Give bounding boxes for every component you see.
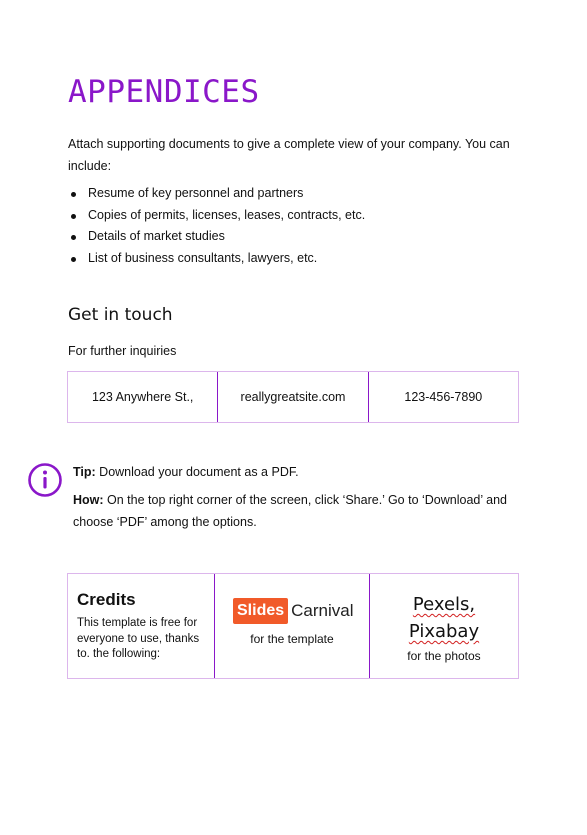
how-text: On the top right corner of the screen, click ‘Share.’ Go to ‘Download’ and choose ‘PDF’ among the options. xyxy=(73,493,508,529)
intro-text: Attach supporting documents to give a complete view of your company. You can include: xyxy=(68,137,510,173)
contact-phone: 123-456-7890 xyxy=(404,390,483,404)
contact-website[interactable]: reallygreatsite.com xyxy=(218,372,368,422)
contact-heading: Get in touch xyxy=(68,305,173,325)
contact-address: 123 Anywhere St., xyxy=(68,372,218,422)
tip-text: Download your document as a PDF. xyxy=(95,465,299,479)
contact-table xyxy=(67,371,519,423)
pexels-pixabay-link[interactable] xyxy=(370,591,518,645)
logo-slides: Slides xyxy=(233,598,288,624)
photos-caption: for the photos xyxy=(407,649,481,663)
contact-subtext: For further inquiries xyxy=(68,344,177,358)
credits-title: Credits xyxy=(77,590,136,609)
list-item: Resume of key personnel and partners xyxy=(68,183,518,205)
logo-carnival: Carnival xyxy=(291,601,354,620)
tip-line xyxy=(73,461,533,483)
pexels-cell[interactable] xyxy=(370,574,518,678)
how-line xyxy=(73,489,533,533)
slidescarnival-cell[interactable] xyxy=(215,574,370,678)
list-item: List of business consultants, lawyers, etc. xyxy=(68,248,518,270)
slidescarnival-logo[interactable] xyxy=(233,598,354,624)
list-item: Details of market studies xyxy=(68,226,518,248)
how-label: How: xyxy=(73,493,104,507)
credits-table xyxy=(67,573,519,679)
tip-label: Tip: xyxy=(73,465,96,479)
list-item: Copies of permits, licenses, leases, contracts, etc. xyxy=(68,205,518,227)
credits-body: This template is free for everyone to use, thanks to. the following: xyxy=(77,617,200,660)
info-icon xyxy=(27,462,63,498)
pixabay-text: Pixabay xyxy=(408,621,480,642)
page-title: APPENDICES xyxy=(68,74,260,110)
appendix-list xyxy=(68,183,518,270)
template-caption: for the template xyxy=(250,632,334,646)
pexels-text: Pexels, xyxy=(412,594,476,615)
credits-info-cell xyxy=(68,574,215,678)
